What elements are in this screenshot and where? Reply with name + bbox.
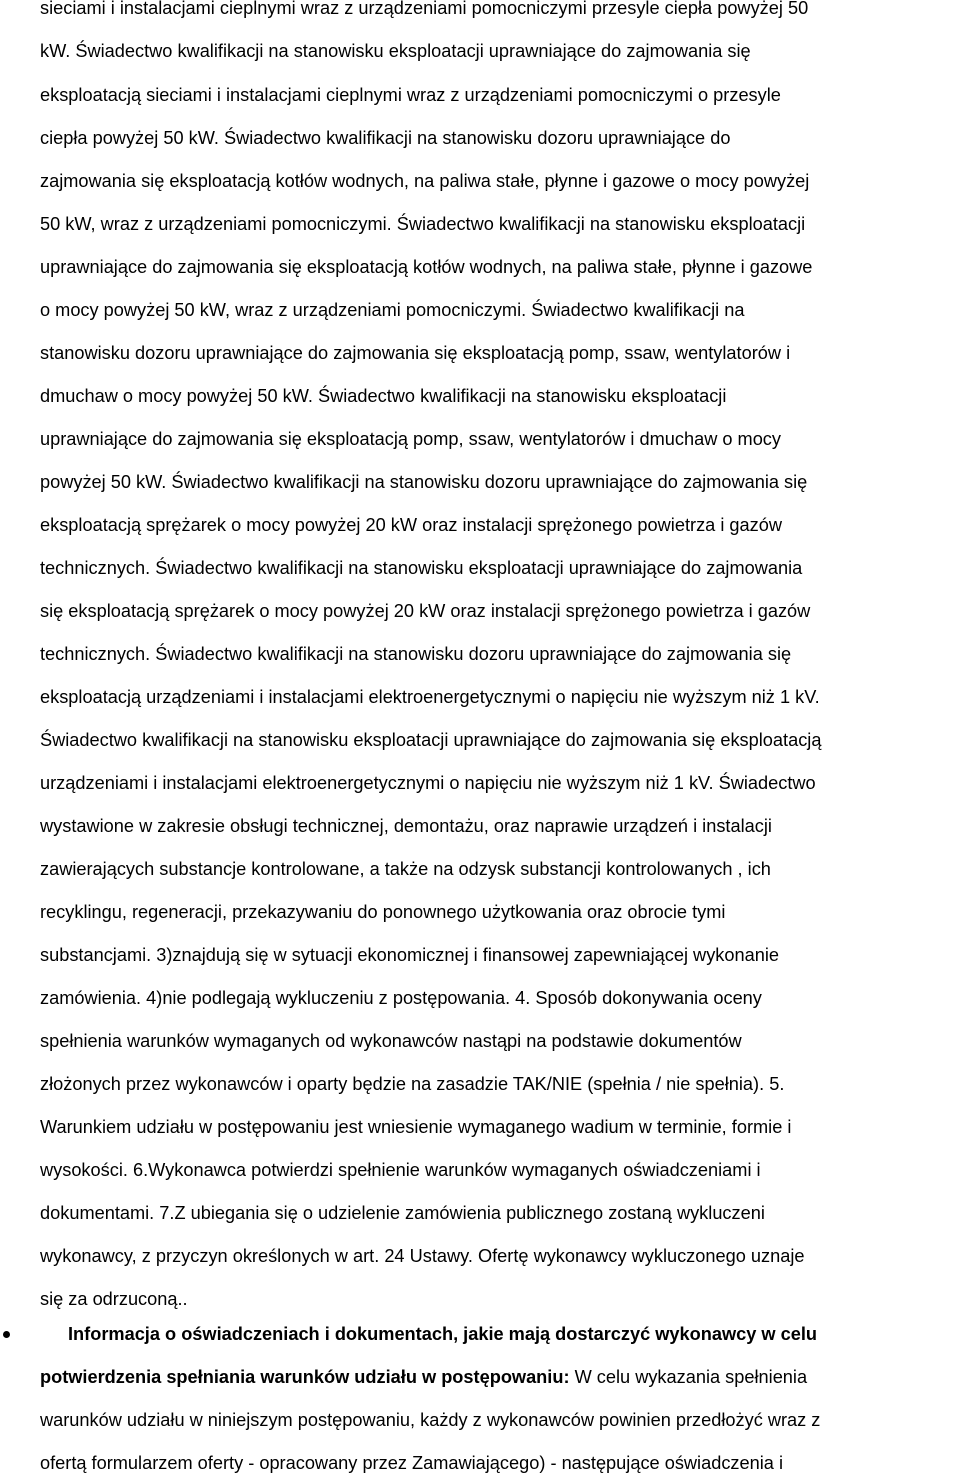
bullet-body-text: W celu wykazania spełnienia (569, 1367, 808, 1387)
paragraph-line: urządzeniami i instalacjami elektroenergetycznymi o napięciu nie wyższym niż 1 kV. Świadectwo (40, 773, 816, 793)
paragraph-line: zawierających substancje kontrolowane, a także na odzysk substancji kontrolowanych , ich (40, 859, 771, 879)
paragraph-line: Świadectwo kwalifikacji na stanowisku eksploatacji uprawniające do zajmowania się eksploatacją (40, 730, 822, 750)
paragraph-line: ciepła powyżej 50 kW. Świadectwo kwalifikacji na stanowisku dozoru uprawniające do (40, 128, 731, 148)
paragraph-line: się za odrzuconą.. (40, 1289, 188, 1309)
paragraph-line: uprawniające do zajmowania się eksploatacją pomp, ssaw, wentylatorów i dmuchaw o mocy (40, 429, 781, 449)
bullet-line (40, 1366, 807, 1388)
paragraph-line: o mocy powyżej 50 kW, wraz z urządzeniami pomocniczymi. Świadectwo kwalifikacji na (40, 300, 745, 320)
paragraph-line: uprawniające do zajmowania się eksploatacją kotłów wodnych, na paliwa stałe, płynne i gazowe (40, 257, 813, 277)
paragraph-line: Warunkiem udziału w postępowaniu jest wniesienie wymaganego wadium w terminie, formie i (40, 1117, 792, 1137)
paragraph-line: wystawione w zakresie obsługi technicznej, demontażu, oraz naprawie urządzeń i instalacji (40, 816, 772, 836)
paragraph-line: recyklingu, regeneracji, przekazywaniu do ponownego użytkowania oraz obrocie tymi (40, 902, 726, 922)
paragraph-line: eksploatacją sieciami i instalacjami cieplnymi wraz z urządzeniami pomocniczymi o przesyle (40, 85, 781, 105)
bullet-heading-text: potwierdzenia spełniania warunków udziału w postępowaniu: (40, 1367, 570, 1387)
paragraph-line: eksploatacją urządzeniami i instalacjami elektroenergetycznymi o napięciu nie wyższym niż 1 kV. (40, 687, 820, 707)
paragraph-line: zajmowania się eksploatacją kotłów wodnych, na paliwa stałe, płynne i gazowe o mocy powyżej (40, 171, 810, 191)
paragraph-line: sieciami i instalacjami cieplnymi wraz z urządzeniami pomocniczymi przesyle ciepła powyżej 50 (40, 0, 809, 18)
bullet-line: ofertą formularzem oferty - opracowany przez Zamawiającego) - następujące oświadczenia i (40, 1453, 783, 1473)
paragraph-line: technicznych. Świadectwo kwalifikacji na stanowisku dozoru uprawniające do zajmowania się (40, 644, 792, 664)
bullet-heading-line (68, 1323, 817, 1345)
bullet-heading-text: Informacja o oświadczeniach i dokumentach, jakie mają dostarczyć wykonawcy w celu (68, 1324, 817, 1344)
paragraph-line: dmuchaw o mocy powyżej 50 kW. Świadectwo kwalifikacji na stanowisku eksploatacji (40, 386, 727, 406)
paragraph-line: kW. Świadectwo kwalifikacji na stanowisku eksploatacji uprawniające do zajmowania się (40, 41, 751, 61)
bullet-line: warunków udziału w niniejszym postępowaniu, każdy z wykonawców powinien przedłożyć wraz z (40, 1410, 821, 1430)
paragraph-line: wykonawcy, z przyczyn określonych w art. 24 Ustawy. Ofertę wykonawcy wykluczonego uznaje (40, 1246, 805, 1266)
paragraph-line: 50 kW, wraz z urządzeniami pomocniczymi. Świadectwo kwalifikacji na stanowisku eksploatacji (40, 214, 806, 234)
paragraph-line: złożonych przez wykonawców i oparty będzie na zasadzie TAK/NIE (spełnia / nie spełnia). 5. (40, 1074, 785, 1094)
bullet-icon (3, 1331, 10, 1338)
paragraph-line: zamówienia. 4)nie podlegają wykluczeniu z postępowania. 4. Sposób dokonywania oceny (40, 988, 762, 1008)
paragraph-line: eksploatacją sprężarek o mocy powyżej 20 kW oraz instalacji sprężonego powietrza i gazów (40, 515, 782, 535)
paragraph-line: wysokości. 6.Wykonawca potwierdzi spełnienie warunków wymaganych oświadczeniami i (40, 1160, 761, 1180)
paragraph-line: technicznych. Świadectwo kwalifikacji na stanowisku eksploatacji uprawniające do zajmowania (40, 558, 803, 578)
paragraph-line: się eksploatacją sprężarek o mocy powyżej 20 kW oraz instalacji sprężonego powietrza i gazów (40, 601, 811, 621)
paragraph-line: substancjami. 3)znajdują się w sytuacji ekonomicznej i finansowej zapewniającej wykonanie (40, 945, 779, 965)
paragraph-line: powyżej 50 kW. Świadectwo kwalifikacji na stanowisku dozoru uprawniające do zajmowania się (40, 472, 808, 492)
paragraph-line: stanowisku dozoru uprawniające do zajmowania się eksploatacją pomp, ssaw, wentylatorów i (40, 343, 791, 363)
paragraph-line: dokumentami. 7.Z ubiegania się o udzielenie zamówienia publicznego zostaną wykluczeni (40, 1203, 765, 1223)
paragraph-line: spełnienia warunków wymaganych od wykonawców nastąpi na podstawie dokumentów (40, 1031, 742, 1051)
